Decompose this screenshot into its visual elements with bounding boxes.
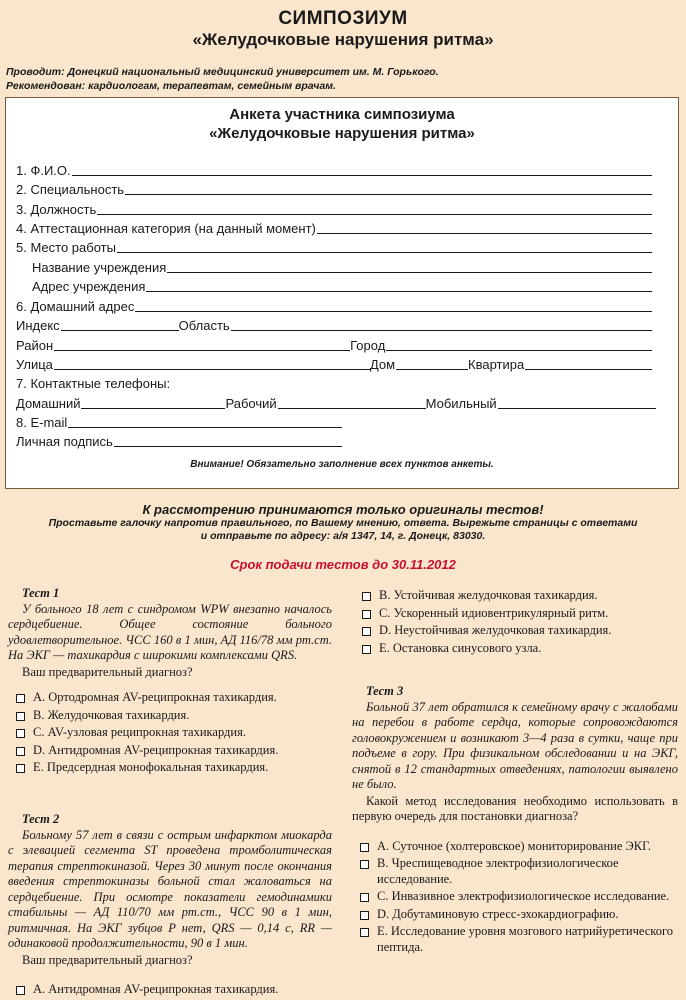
district-label: Район (16, 338, 54, 353)
institution-address-field[interactable] (32, 279, 652, 294)
checkbox-icon[interactable] (360, 843, 369, 852)
test-2-option-c[interactable]: С. Ускоренный идиовентрикулярный ритм. (354, 606, 678, 622)
checkbox-icon[interactable] (360, 911, 369, 920)
district-line[interactable] (54, 338, 350, 351)
test-2-option-d[interactable]: D. Неустойчивая желудочковая тахикардия. (354, 623, 678, 639)
category-label: 4. Аттестационная категория (на данный момент) (16, 221, 316, 236)
fio-field[interactable] (16, 163, 652, 178)
street-line[interactable] (54, 357, 370, 370)
recommended-for: Рекомендован: кардиологам, терапевтам, семейным врачам. (6, 80, 336, 92)
test-1-option-a[interactable]: А. Ортодромная AV-реципрокная тахикардия. (8, 690, 332, 706)
test-2-case: Больному 57 лет в связи с острым инфарктом миокарда с элевацией сегмента ST проведена тромболитическая терапия стрептокиназой. Через 30 минут после окончания введения стрептокиназы больной стал жаловаться на сердцебиение. При осмотре показатели гемодинамики стабильны — АД 110/70 мм рт.ст., ЧСС 90 в 1 мин, ритмичная. На ЭКГ зубцов Р нет, QRS — 0,14 с, RR — одинаковой продолжительности, 90 в 1 мин. (8, 827, 332, 950)
institution-address-line[interactable] (146, 279, 652, 292)
test-3-option-a[interactable]: А. Суточное (холтеровское) мониторирование ЭКГ. (352, 839, 678, 855)
district-city-row (16, 338, 652, 353)
fio-label: 1. Ф.И.О. (16, 163, 71, 178)
checkbox-icon[interactable] (362, 610, 371, 619)
test-2 (8, 812, 332, 1000)
checkbox-icon[interactable] (360, 860, 369, 869)
checkbox-icon[interactable] (16, 694, 25, 703)
institution-address-label: Адрес учреждения (32, 279, 146, 294)
position-label: 3. Должность (16, 202, 97, 217)
conducted-by: Проводит: Донецкий национальный медицинский университет им. М. Горького. (6, 66, 439, 78)
checkbox-icon[interactable] (16, 712, 25, 721)
phones-row (16, 396, 656, 411)
test-2-option-a[interactable]: А. Антидромная AV-реципрокная тахикардия. (8, 982, 332, 998)
home-address-field[interactable] (16, 299, 652, 314)
test-2-heading: Тест 2 (22, 812, 60, 826)
institution-label: Название учреждения (32, 260, 167, 275)
symposium-subtitle: «Желудочковые нарушения ритма» (192, 30, 494, 49)
institution-field[interactable] (32, 260, 652, 275)
test-2-option-e[interactable]: Е. Остановка синусового узла. (354, 641, 678, 657)
symposium-title: СИМПОЗИУМ (278, 8, 408, 29)
checkbox-icon[interactable] (362, 592, 371, 601)
test-1-options (8, 690, 332, 776)
index-label: Индекс (16, 318, 60, 333)
work-phone-label: Рабочий (225, 396, 277, 411)
test-3-case: Больной 37 лет обратился к семейному врачу с жалобами на перебои в работе сердца, которые сопровождаются головокружением и возникают 3—4 раза в сутки, чаще при подъеме в гору. При физикальном обследовании и на ЭКГ, снятой в 12 стандартных отведениях, патологии выявлено не было. (352, 699, 678, 791)
test-3-option-d[interactable]: D. Добутаминовую стресс-эхокардиографию. (352, 907, 678, 923)
specialty-field[interactable] (16, 182, 652, 197)
email-label: 8. E-mail (16, 415, 68, 430)
test-1-heading: Тест 1 (22, 586, 60, 600)
mobile-label: Мобильный (425, 396, 497, 411)
home-address-label: 6. Домашний адрес (16, 299, 135, 314)
signature-field[interactable] (16, 434, 342, 449)
deadline: Срок подачи тестов до 30.11.2012 (230, 557, 456, 572)
workplace-label: 5. Место работы (16, 240, 116, 255)
test-1-option-e[interactable]: Е. Предсердная монофокальная тахикардия. (8, 760, 332, 776)
test-1-case: У больного 18 лет с синдромом WPW внезапно началось сердцебиение. Общее состояние больного удовлетворительное. ЧСС 160 в 1 мин, АД 116/78 мм рт.ст. На ЭКГ — тахикардия с широкими комплексами QRS. (8, 601, 332, 662)
checkbox-icon[interactable] (16, 729, 25, 738)
category-field[interactable] (16, 221, 652, 236)
form-note: Внимание! Обязательно заполнение всех пунктов анкеты. (190, 459, 494, 470)
city-label: Город (350, 338, 386, 353)
signature-line[interactable] (114, 434, 342, 447)
category-line[interactable] (317, 221, 652, 234)
test-3-option-c[interactable]: С. Инвазивное электрофизиологическое исследование. (352, 889, 678, 905)
checkbox-icon[interactable] (360, 893, 369, 902)
position-field[interactable] (16, 202, 652, 217)
test-3-option-e[interactable]: Е. Исследование уровня мозгового натрийуретического пептида. (352, 924, 678, 955)
test-1 (8, 586, 332, 778)
test-3-question: Какой метод исследования необходимо использовать в первую очередь для постановки диагноза? (352, 793, 678, 823)
originals-notice: К рассмотрению принимаются только оригиналы тестов! (142, 502, 544, 517)
home-phone-label: Домашний (16, 396, 81, 411)
work-phone-line[interactable] (278, 396, 426, 409)
test-1-option-d[interactable]: D. Антидромная AV-реципрокная тахикардия. (8, 743, 332, 759)
apartment-line[interactable] (525, 357, 652, 370)
participant-form (5, 97, 679, 489)
test-3-option-b[interactable]: В. Чреспищеводное электрофизиологическое исследование. (352, 856, 678, 887)
test-2-options (8, 982, 332, 998)
specialty-label: 2. Специальность (16, 182, 125, 197)
apartment-label: Квартира (468, 357, 525, 372)
street-house-row (16, 357, 652, 372)
test-1-option-b[interactable]: В. Желудочковая тахикардия. (8, 708, 332, 724)
signature-label: Личная подпись (16, 434, 113, 449)
checkbox-icon[interactable] (16, 986, 25, 995)
test-2-options-continued (354, 588, 678, 658)
home-phone-line[interactable] (81, 396, 225, 409)
fio-line[interactable] (72, 163, 652, 176)
index-line[interactable] (61, 318, 179, 331)
workplace-field[interactable] (16, 240, 652, 255)
instructions-line1: Проставьте галочку напротив правильного, по Вашему мнению, ответа. Вырежьте страницы с ответами (48, 517, 638, 529)
test-3 (352, 684, 678, 957)
test-2-question: Ваш предварительный диагноз? (22, 952, 193, 967)
region-line[interactable] (231, 318, 652, 331)
form-subtitle: «Желудочковые нарушения ритма» (209, 125, 475, 142)
specialty-line[interactable] (125, 182, 652, 195)
city-line[interactable] (386, 338, 652, 351)
test-3-heading: Тест 3 (366, 684, 404, 698)
checkbox-icon[interactable] (360, 928, 369, 937)
email-line[interactable] (68, 415, 342, 428)
checkbox-icon[interactable] (362, 645, 371, 654)
test-2-option-b[interactable]: В. Устойчивая желудочковая тахикардия. (354, 588, 678, 604)
form-title: Анкета участника симпозиума (229, 106, 455, 123)
position-line[interactable] (97, 202, 652, 215)
test-3-options (352, 839, 678, 956)
checkbox-icon[interactable] (362, 627, 371, 636)
house-line[interactable] (396, 357, 468, 370)
mobile-line[interactable] (498, 396, 656, 409)
email-field[interactable] (16, 415, 342, 430)
workplace-line[interactable] (117, 240, 652, 253)
region-label: Область (178, 318, 230, 333)
instructions-line2: и отправьте по адресу: а/я 1347, 14, г. Донецк, 83030. (200, 530, 486, 542)
test-1-question: Ваш предварительный диагноз? (22, 664, 193, 679)
index-region-row (16, 318, 652, 333)
house-label: Дом (369, 357, 396, 372)
test-1-option-c[interactable]: С. AV-узловая реципрокная тахикардия. (8, 725, 332, 741)
phones-label: 7. Контактные телефоны: (16, 376, 171, 391)
institution-line[interactable] (167, 260, 652, 273)
checkbox-icon[interactable] (16, 764, 25, 773)
home-address-line[interactable] (135, 299, 652, 312)
checkbox-icon[interactable] (16, 747, 25, 756)
street-label: Улица (16, 357, 53, 372)
